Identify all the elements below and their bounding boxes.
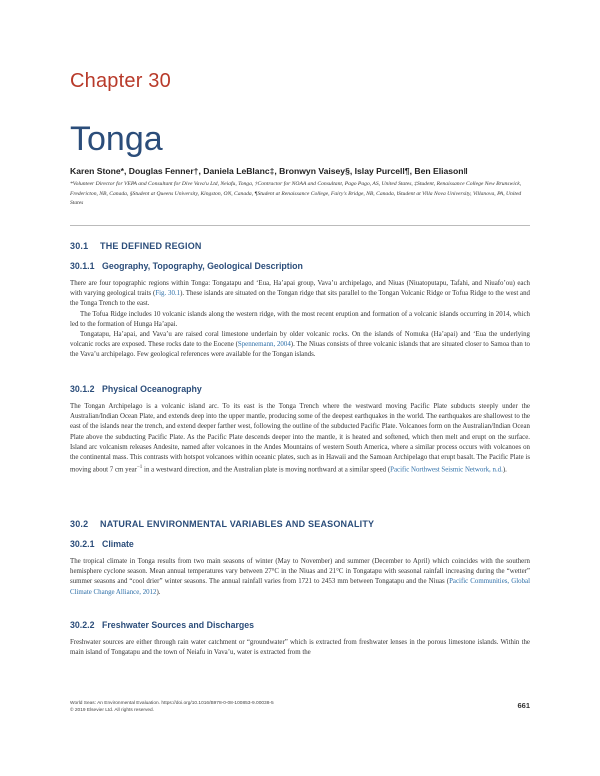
citation-link[interactable]: Pacific Northwest Seismic Network, n.d. (390, 466, 503, 474)
paragraph-text: in a westward direction, and the Australian plate is moving northward at a similar speed ( (142, 466, 391, 474)
citation-link[interactable]: Spennemann, 2004 (237, 341, 291, 349)
footer-doi: World Seas: An Environmental Evaluation. https://doi.org/10.1016/B978-0-08-100853-9.00038-5 (70, 701, 274, 706)
section-title: THE DEFINED REGION (100, 241, 202, 251)
superscript: −1 (136, 465, 143, 471)
subsection-title: Climate (102, 539, 134, 549)
paragraph-climate (70, 557, 530, 598)
paragraph-freshwater (70, 638, 530, 658)
chapter-title: Tonga (70, 120, 163, 158)
paragraph-text: The Tofua Ridge includes 10 volcanic islands along the western ridge, with the most recent eruption and formation of a volcanic islands occurring in 2014, which led to the formation of Hunga Ha’apai. (70, 310, 530, 328)
author-affiliations: *Volunteer Director for VEPA and Consultant for Dive Vava'u Ltd, Neiafu, Tonga, †Contractor for NOAA and Consultant, Pago Pago, AS, United States, ‡Student, Renaissance College New Brunswick, Fredericton, NB, Canada, §Student at Queens University, Kingston, ON, Canada, ¶Student at Renaissance College, Fairy's Bridge, NB, Canada, ‖Student at Villa Nova University, Villanova, PA, United States (70, 181, 522, 206)
header-divider (70, 225, 530, 226)
paragraph-text: There are four topographic regions within Tonga: Tongatapu and ‘Eua, Ha’apai group, Vava’u archipelago, and Niuas (Niuatoputapu, Tafahi, and Niuafo’ou) each with varying geological traits ( (70, 280, 530, 298)
paragraph-text: ). (156, 588, 161, 596)
chapter-label: Chapter 30 (70, 70, 171, 92)
subsection-number: 30.2.2 (70, 620, 95, 630)
figure-link[interactable]: Fig. 30.1 (155, 290, 181, 298)
section-number: 30.2 (70, 519, 89, 529)
subsection-heading-30-1-1 (70, 261, 303, 271)
section-title: NATURAL ENVIRONMENTAL VARIABLES AND SEASONALITY (100, 519, 375, 529)
subsection-heading-30-2-2 (70, 620, 254, 630)
paragraph-text: The Tongan Archipelago is a volcanic island arc. To its east is the Tonga Trench where the westward moving Pacific Plate subducts steeply under the Australian/Indian Ocean Plate, and extends deep into the upper mantle, producing some of the deepest earthquakes in the world. The earthquakes are shallowest to the east of the islands near the trench, and extend deeper farther west, following the outline of the subducted Pacific Plate. Volcanoes form on the Australian/Indian Ocean Plate above the subducting Pacific Plate. As the Pacific Plate descends deeper into the mantle, it is heated and softened, which then melt and erupt on the surface. Island arc volcanism releases Andesite, named after volcanoes in the Andes Mountains of western South America, where a similar process occurs with volcanoes on the continental mass. This contrasts with hotspot volcanoes within oceanic plates, such as in Hawaii and the Samoan Archipelago that erupt basalt. The Pacific Plate is moving about 7 cm year (70, 403, 530, 474)
subsection-title: Physical Oceanography (102, 384, 202, 394)
subsection-heading-30-2-1 (70, 539, 134, 549)
subsection-heading-30-1-2 (70, 384, 202, 394)
paragraph-text: Freshwater sources are either through rain water catchment or “groundwater” which is extracted from freshwater lenses in the porous limestone islands. Within the main island of Tongatapu and the town of Neiafu in Vava’u, water is extracted from the (70, 639, 530, 657)
citation-link[interactable]: Pacific Communities, Global Climate Change Alliance, 2012 (70, 578, 530, 596)
paragraph-text: Tongatapu, Ha’apai, and Vava’u are raised coral limestone underlain by older volcanic rocks. On the islands of Nomuka (Ha’apai) and ‘Eua the underlying volcanic rocks are exposed. These rocks date to the Eocene ( (70, 331, 530, 349)
section-number: 30.1 (70, 241, 89, 251)
paragraph-geography (70, 279, 530, 361)
paragraph-text: ). These islands are situated on the Tongan ridge that sits parallel to the Tongan Volcanic Ridge or Tofua Ridge to the west and the Tonga Trench to the east. (70, 290, 530, 308)
subsection-number: 30.1.1 (70, 261, 95, 271)
author-list: Karen Stone*, Douglas Fenner†, Daniela LeBlanc‡, Bronwyn Vaisey§, Islay Purcell¶, Ben Eliason‖ (70, 166, 468, 176)
paragraph-text: ). (502, 466, 507, 474)
page-footer (70, 700, 274, 714)
subsection-number: 30.1.2 (70, 384, 95, 394)
paragraph-oceanography (70, 402, 530, 476)
subsection-title: Freshwater Sources and Discharges (102, 620, 255, 630)
section-heading-30-2 (70, 519, 374, 529)
section-heading-30-1 (70, 241, 202, 251)
page-number: 661 (517, 701, 530, 710)
subsection-title: Geography, Topography, Geological Description (102, 261, 303, 271)
paragraph-text: ). The Niuas consists of three volcanic islands that are situated closer to Samoa than to the Vava’u archipelago. Few geological references were available for the Tongan islands. (70, 341, 530, 359)
subsection-number: 30.2.1 (70, 539, 95, 549)
footer-copyright: © 2019 Elsevier Ltd. All rights reserved. (70, 708, 155, 713)
paragraph-text: The tropical climate in Tonga results from two main seasons of winter (May to November) and summer (December to April) which coincides with the southern hemisphere cyclone season. Mean annual temperatures vary between 27°C in the Niuas and 21°C in Tongatapu with seasonal rainfall increasing during the “wetter” summer seasons and “cool drier” winter seasons. The annual rainfall varies from 1721 to 2453 mm between Tongatapu and the Niuas ( (70, 558, 530, 586)
